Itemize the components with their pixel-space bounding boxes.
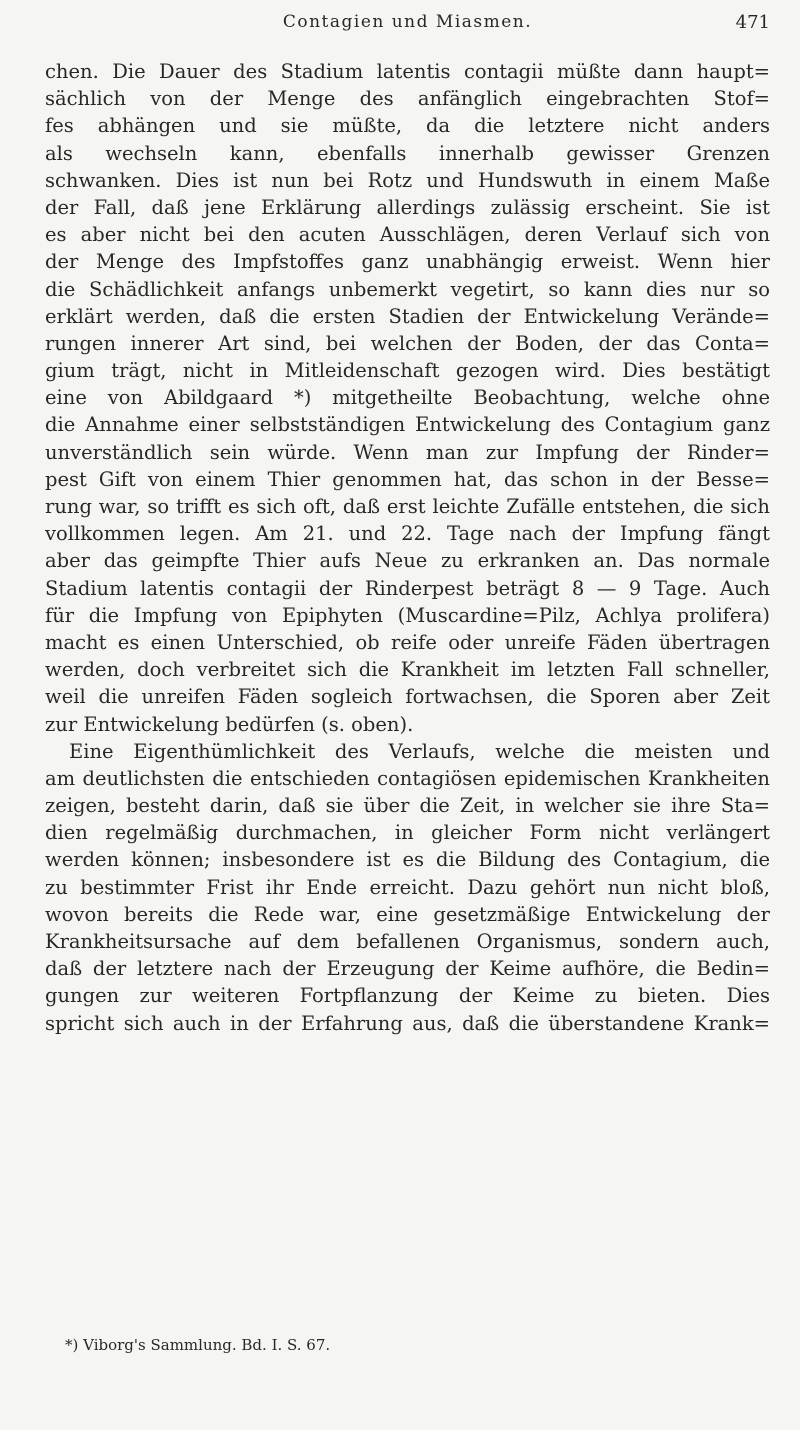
text-line: eine von Abildgaard *) mitgetheilte Beobachtung, welche ohne xyxy=(45,386,770,410)
text-line: dien regelmäßig durchmachen, in gleicher Form nicht verlängert xyxy=(45,821,770,845)
text-line: erklärt werden, daß die ersten Stadien der Entwickelung Verände= xyxy=(45,304,770,328)
text-line: weil die unreifen Fäden sogleich fortwachsen, die Sporen aber Zeit xyxy=(45,685,770,709)
text-line: zur Entwickelung bedürfen (s. oben). xyxy=(45,712,414,736)
paragraph-start-line: Eine Eigenthümlichkeit des Verlaufs, welche die meisten und xyxy=(69,739,770,763)
text-line: pest Gift von einem Thier genommen hat, das schon in der Besse= xyxy=(45,467,770,491)
text-line: Krankheitsursache auf dem befallenen Organismus, sondern auch, xyxy=(45,930,770,953)
text-line: werden, doch verbreitet sich die Krankheit im letzten Fall schneller, xyxy=(45,658,770,682)
text-line: für die Impfung von Epiphyten (Muscardine=Pilz, Achlya prolifera) xyxy=(45,603,770,627)
text-line: vollkommen legen. Am 21. und 22. Tage nach der Impfung fängt xyxy=(45,522,770,546)
text-line: am deutlichsten die entschieden contagiösen epidemischen Krankheiten xyxy=(45,766,770,790)
running-title: Contagien und Miasmen. xyxy=(282,12,533,32)
text-line: spricht sich auch in der Erfahrung aus, daß die überstandene Krank= xyxy=(45,1011,770,1035)
text-line: als wechseln kann, ebenfalls innerhalb gewisser Grenzen xyxy=(45,141,770,165)
text-line: sächlich von der Menge des anfänglich eingebrachten Stof= xyxy=(45,87,770,111)
footnote: *) Viborg's Sammlung. Bd. I. S. 67. xyxy=(65,1336,331,1354)
text-line: die Annahme einer selbstständigen Entwickelung des Contagium ganz xyxy=(45,413,770,437)
text-line: es aber nicht bei den acuten Ausschlägen, deren Verlauf sich von xyxy=(45,223,770,247)
text-line: Stadium latentis contagii der Rinderpest beträgt 8 — 9 Tage. Auch xyxy=(45,576,770,600)
text-line: die Schädlichkeit anfangs unbemerkt vegetirt, so kann dies nur so xyxy=(45,277,770,301)
text-line: fes abhängen und sie müßte, da die letztere nicht anders xyxy=(45,114,770,138)
body-text xyxy=(45,58,770,1037)
text-line: schwanken. Dies ist nun bei Rotz und Hundswuth in einem Maße xyxy=(45,168,770,192)
text-line: macht es einen Unterschied, ob reife oder unreife Fäden übertragen xyxy=(45,630,770,654)
text-line: der Menge des Impfstoffes ganz unabhängig erweist. Wenn hier xyxy=(45,250,770,274)
text-line: gungen zur weiteren Fortpflanzung der Keime zu bieten. Dies xyxy=(45,984,770,1008)
text-line: gium trägt, nicht in Mitleidenschaft gezogen wird. Dies bestätigt xyxy=(45,359,770,383)
text-line: wovon bereits die Rede war, eine gesetzmäßige Entwickelung der xyxy=(45,902,770,926)
text-line: unverständlich sein würde. Wenn man zur Impfung der Rinder= xyxy=(45,440,770,464)
text-line: zu bestimmter Frist ihr Ende erreicht. Dazu gehört nun nicht bloß, xyxy=(45,875,770,899)
text-line: rungen innerer Art sind, bei welchen der Boden, der das Conta= xyxy=(45,331,770,355)
text-line: chen. Die Dauer des Stadium latentis contagii müßte dann haupt= xyxy=(45,60,770,83)
text-line: zeigen, besteht darin, daß sie über die Zeit, in welcher sie ihre Sta= xyxy=(45,794,770,818)
page-number: 471 xyxy=(735,12,770,33)
text-line: der Fall, daß jene Erklärung allerdings zulässig erscheint. Sie ist xyxy=(45,195,770,219)
text-line: werden können; insbesondere ist es die Bildung des Contagium, die xyxy=(45,848,770,872)
running-head xyxy=(45,12,770,36)
text-line: daß der letztere nach der Erzeugung der Keime aufhöre, die Bedin= xyxy=(45,957,770,981)
text-line: aber das geimpfte Thier aufs Neue zu erkranken an. Das normale xyxy=(45,549,770,573)
text-line: rung war, so trifft es sich oft, daß erst leichte Zufälle entstehen, die sich xyxy=(45,495,770,518)
